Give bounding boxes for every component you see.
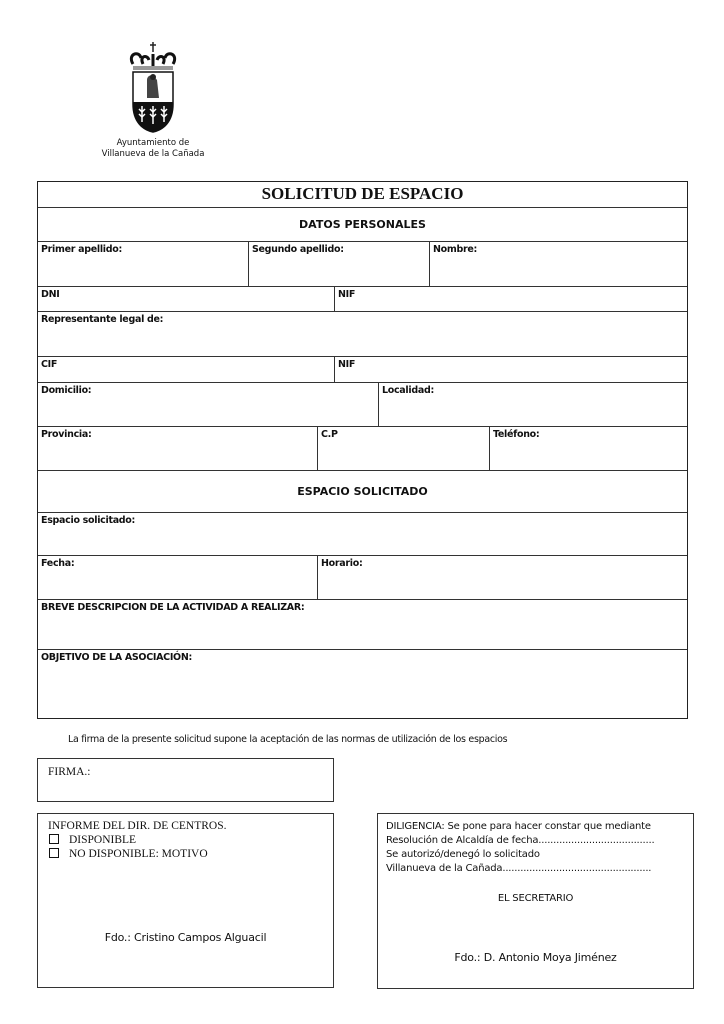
field-descripcion[interactable]: BREVE DESCRIPCION DE LA ACTIVIDAD A REALIZAR:: [41, 602, 305, 613]
divider: [317, 426, 318, 470]
divider: [38, 470, 687, 471]
form-title: SOLICITUD DE ESPACIO: [261, 184, 464, 203]
divider: [489, 426, 490, 470]
field-representante[interactable]: Representante legal de:: [41, 314, 164, 325]
divider: [334, 356, 335, 382]
section-personal-data: DATOS PERSONALES: [299, 218, 426, 231]
option-label: DISPONIBLE: [69, 834, 137, 846]
diligence-line-2: Resolución de Alcaldía de fecha.......................................: [386, 835, 655, 846]
divider: [38, 599, 687, 600]
field-objetivo[interactable]: OBJETIVO DE LA ASOCIACIÓN:: [41, 652, 192, 663]
divider: [38, 241, 687, 242]
field-localidad[interactable]: Localidad:: [382, 385, 434, 396]
divider: [38, 426, 687, 427]
divider: [429, 241, 430, 286]
divider: [334, 286, 335, 311]
org-line-1: Ayuntamiento de: [116, 138, 190, 148]
divider: [38, 382, 687, 383]
field-cp[interactable]: C.P: [321, 429, 338, 440]
field-segundo-apellido[interactable]: Segundo apellido:: [252, 244, 344, 255]
divider: [38, 649, 687, 650]
divider: [378, 382, 379, 426]
diligence-box: [377, 813, 694, 989]
director-report-box: [37, 813, 334, 988]
divider: [38, 311, 687, 312]
field-provincia[interactable]: Provincia:: [41, 429, 92, 440]
application-form: [37, 181, 688, 719]
checkbox-icon[interactable]: [49, 834, 59, 844]
report-title: INFORME DEL DIR. DE CENTROS.: [48, 820, 227, 832]
divider: [38, 512, 687, 513]
field-espacio-solicitado[interactable]: Espacio solicitado:: [41, 515, 136, 526]
acceptance-note: La firma de la presente solicitud supone la aceptación de las normas de utilización de los espacios: [68, 734, 508, 745]
secretary-signed-by: Fdo.: D. Antonio Moya Jiménez: [454, 951, 617, 964]
divider: [317, 555, 318, 599]
field-fecha[interactable]: Fecha:: [41, 558, 75, 569]
divider: [38, 356, 687, 357]
divider: [38, 207, 687, 208]
option-label: NO DISPONIBLE: MOTIVO: [69, 848, 208, 860]
option-no-disponible[interactable]: [48, 848, 208, 861]
report-signed-by: Fdo.: Cristino Campos Alguacil: [104, 931, 267, 944]
field-dni[interactable]: DNI: [41, 289, 60, 300]
field-primer-apellido[interactable]: Primer apellido:: [41, 244, 122, 255]
signature-box[interactable]: [37, 758, 334, 802]
org-line-2: Villanueva de la Cañada: [101, 149, 205, 159]
field-telefono[interactable]: Teléfono:: [493, 429, 540, 440]
field-cif[interactable]: CIF: [41, 359, 58, 370]
diligence-line-3: Se autorizó/denegó lo solicitado: [386, 849, 540, 860]
checkbox-icon[interactable]: [49, 848, 59, 858]
field-domicilio[interactable]: Domicilio:: [41, 385, 92, 396]
signature-label: FIRMA.:: [48, 766, 91, 778]
divider: [248, 241, 249, 286]
organization-name: [80, 138, 226, 160]
divider: [38, 286, 687, 287]
field-horario[interactable]: Horario:: [321, 558, 363, 569]
diligence-line-1: DILIGENCIA: Se pone para hacer constar que mediante: [386, 821, 651, 832]
field-nif-2[interactable]: NIF: [338, 359, 356, 370]
field-nombre[interactable]: Nombre:: [433, 244, 478, 255]
secretary-role: EL SECRETARIO: [497, 893, 574, 904]
divider: [38, 555, 687, 556]
coat-of-arms-icon: [125, 42, 181, 134]
field-nif[interactable]: NIF: [338, 289, 356, 300]
diligence-line-4: Villanueva de la Cañada..................................................: [386, 863, 652, 874]
option-disponible[interactable]: [48, 834, 136, 847]
section-requested-space: ESPACIO SOLICITADO: [297, 485, 428, 498]
